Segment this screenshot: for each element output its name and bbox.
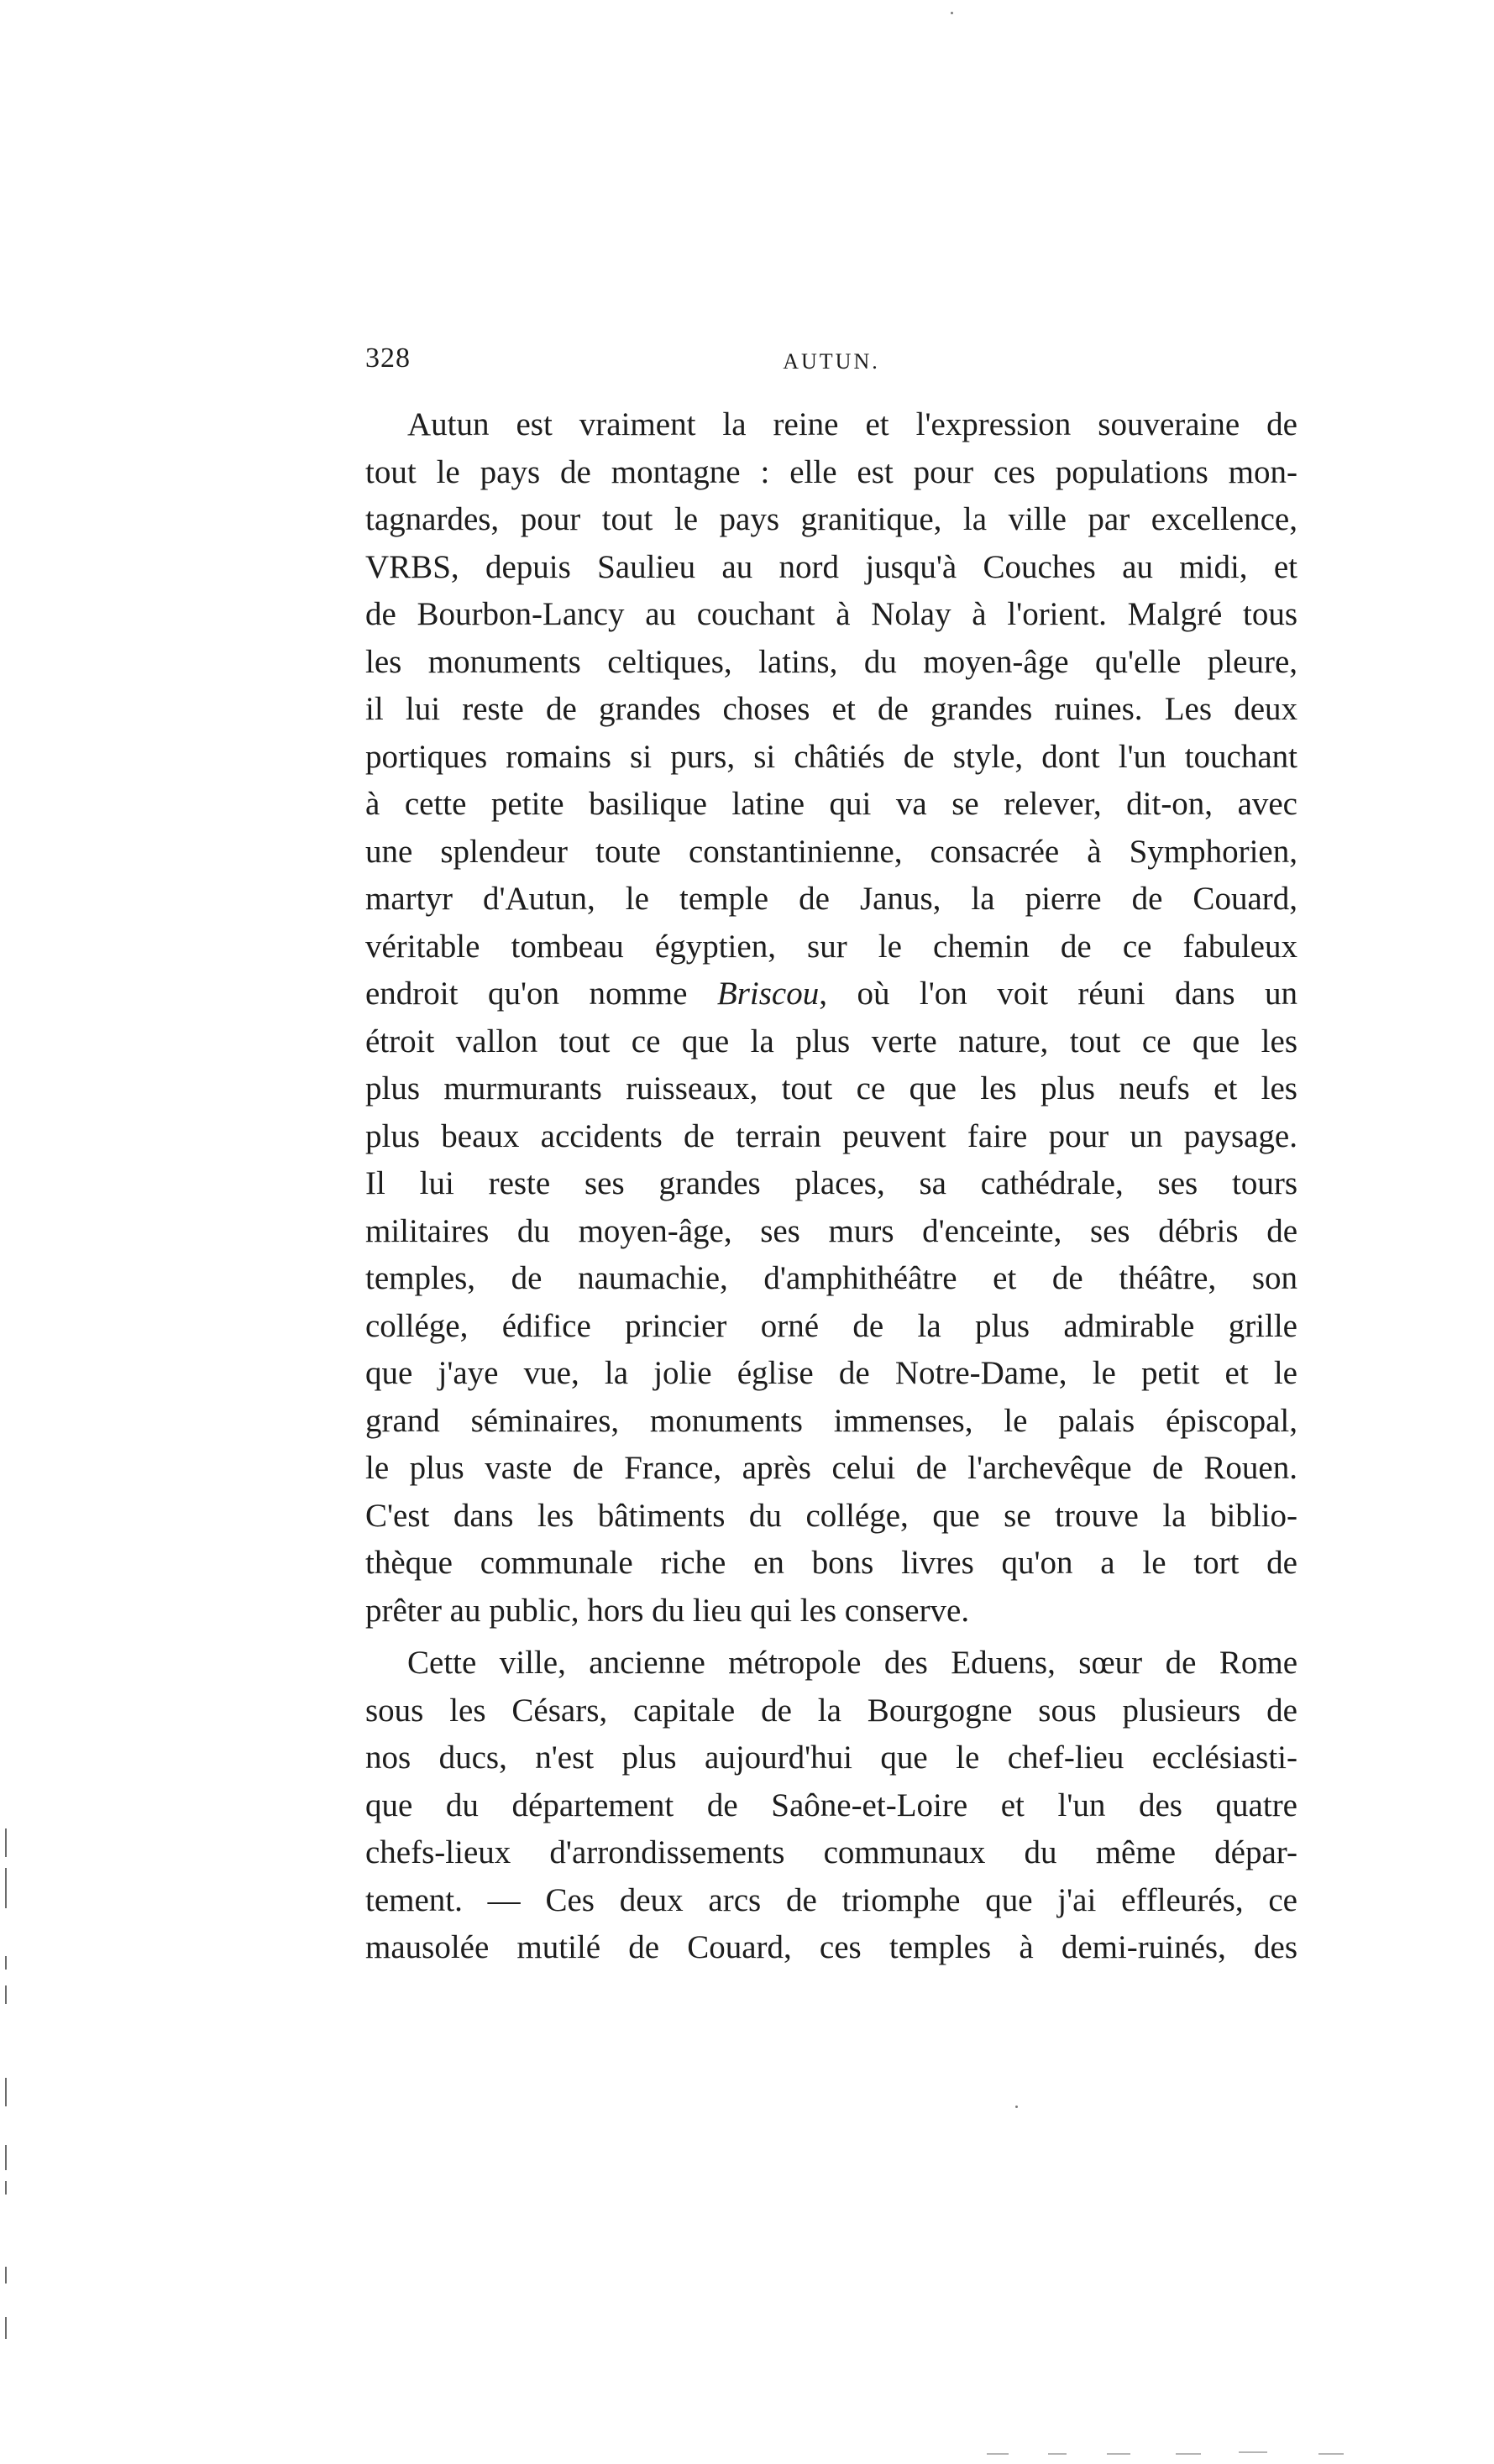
text-line: C'est dans les bâtiments du collége, que se trouve la biblio- (365, 1497, 1297, 1534)
text-line-with-italic (365, 970, 1297, 1018)
text-line: tout le pays de montagne : elle est pour ces populations mon- (365, 453, 1297, 490)
text-line: à cette petite basilique latine qui va se relever, dit-on, avec (365, 786, 1297, 822)
scan-gutter-mark (5, 2078, 7, 2106)
text-line: plus murmurants ruisseaux, tout ce que les plus neufs et les (365, 1070, 1297, 1106)
text-line: il lui reste de grandes choses et de grandes ruines. Les deux (365, 691, 1297, 727)
text-line: tement. — Ces deux arcs de triomphe que j'ai effleurés, ce (365, 1881, 1297, 1918)
scan-speck (951, 12, 953, 14)
scan-gutter-mark (5, 2181, 7, 2195)
text-line: martyr d'Autun, le temple de Janus, la pierre de Couard, (365, 881, 1297, 917)
scan-gutter-mark (5, 2317, 7, 2339)
text-line: que du département de Saône-et-Loire et l'un des quatre (365, 1787, 1297, 1823)
line-segment: endroit qu'on nomme (365, 976, 717, 1012)
page-header (365, 343, 1297, 393)
text-line: collége, édifice princier orné de la plus admirable grille (365, 1307, 1297, 1344)
scan-gutter-mark (5, 1956, 7, 1970)
text-line: mausolée mutilé de Couard, ces temples à demi-ruinés, des (365, 1929, 1297, 1965)
text-line: le plus vaste de France, après celui de l'archevêque de Rouen. (365, 1450, 1297, 1486)
scan-edge-mark (987, 2453, 1009, 2455)
text-line: que j'aye vue, la jolie église de Notre-Dame, le petit et le (365, 1355, 1297, 1391)
text-line: nos ducs, n'est plus aujourd'hui que le chef-lieu ecclésiasti- (365, 1739, 1297, 1776)
text-line: thèque communale riche en bons livres qu'on a le tort de (365, 1545, 1297, 1581)
text-line: militaires du moyen-âge, ses murs d'enceinte, ses débris de (365, 1212, 1297, 1249)
scan-edge-mark (1048, 2453, 1067, 2455)
text-line: de Bourbon-Lancy au couchant à Nolay à l'orient. Malgré tous (365, 596, 1297, 632)
line-segment: , où l'on voit réuni dans un (819, 976, 1297, 1012)
text-line: grand séminaires, monuments immenses, le palais épiscopal, (365, 1402, 1297, 1439)
scan-edge-mark (1107, 2453, 1130, 2455)
scan-gutter-mark (5, 1868, 7, 1908)
scan-gutter-mark (5, 2145, 7, 2170)
scan-edge-mark (1318, 2453, 1344, 2455)
text-line: une splendeur toute constantinienne, consacrée à Symphorien, (365, 833, 1297, 870)
text-line: tagnardes, pour tout le pays granitique, la ville par excellence, (365, 501, 1297, 537)
scan-gutter-mark (5, 2267, 7, 2284)
text-line: Autun est vraiment la reine et l'expression souveraine de (407, 406, 1297, 442)
page-number: 328 (365, 343, 411, 374)
body-text (365, 401, 1297, 1972)
scan-speck (1015, 2106, 1018, 2108)
text-line: portiques romains si purs, si châtiés de style, dont l'un touchant (365, 738, 1297, 775)
scan-edge-mark (1176, 2453, 1201, 2455)
running-head: AUTUN. (783, 349, 880, 374)
place-name-briscou: Briscou (716, 976, 820, 1012)
text-line: véritable tombeau égyptien, sur le chemin de ce fabuleux (365, 928, 1297, 965)
text-line: Cette ville, ancienne métropole des Eduens, sœur de Rome (407, 1645, 1297, 1681)
text-line: Il lui reste ses grandes places, sa cathédrale, ses tours (365, 1165, 1297, 1201)
text-line: temples, de naumachie, d'amphithéâtre et de théâtre, son (365, 1260, 1297, 1296)
text-line: plus beaux accidents de terrain peuvent faire pour un paysage. (365, 1117, 1297, 1154)
text-line: les monuments celtiques, latins, du moyen-âge qu'elle pleure, (365, 643, 1297, 680)
scan-gutter-mark (5, 1828, 7, 1857)
scan-edge-mark (1239, 2451, 1267, 2453)
text-line: chefs-lieux d'arrondissements communaux du même dépar- (365, 1834, 1297, 1870)
text-line: prêter au public, hors du lieu qui les conserve. (365, 1592, 970, 1629)
text-line: sous les Césars, capitale de la Bourgogne sous plusieurs de (365, 1692, 1297, 1729)
text-line: étroit vallon tout ce que la plus verte nature, tout ce que les (365, 1023, 1297, 1059)
scan-gutter-mark (5, 1985, 7, 2004)
text-line: VRBS, depuis Saulieu au nord jusqu'à Couches au midi, et (365, 548, 1297, 585)
